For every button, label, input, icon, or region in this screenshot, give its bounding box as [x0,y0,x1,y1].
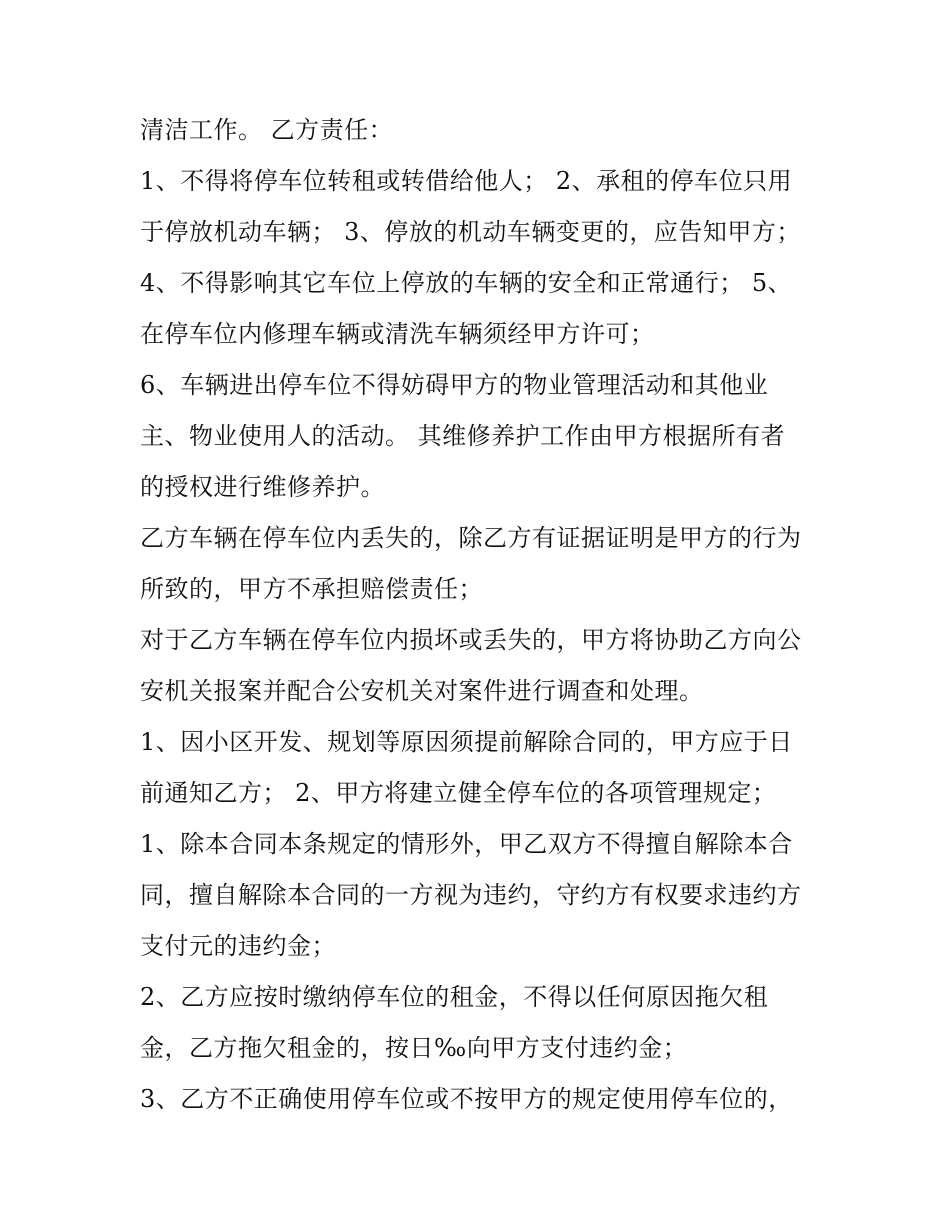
text-line: 2、乙方应按时缴纳停车位的租金，不得以任何原因拖欠租 [140,983,769,1011]
text-line: 前通知乙方； 2、甲方将建立健全停车位的各项管理规定； [140,779,777,807]
text-line: 同，擅自解除本合同的一方视为违约，守约方有权要求违约方 [140,881,802,909]
text-line: 支付元的违约金； [140,932,336,960]
text-line: 乙方车辆在停车位内丢失的，除乙方有证据证明是甲方的行为 [140,524,802,552]
text-line: 所致的，甲方不承担赔偿责任； [140,575,483,603]
text-line: 安机关报案并配合公安机关对案件进行调查和处理。 [140,677,704,705]
text-line: 1、因小区开发、规划等原因须提前解除合同的，甲方应于日 [140,728,793,756]
text-line: 的授权进行维修养护。 [140,473,385,501]
text-line: 清洁工作。 乙方责任： [140,116,394,144]
text-line: 3、乙方不正确使用停车位或不按甲方的规定使用停车位的， [140,1085,793,1113]
document-body [140,105,830,1125]
text-line: 1、不得将停车位转租或转借给他人； 2、承租的停车位只用 [140,167,793,195]
text-line: 4、不得影响其它车位上停放的车辆的安全和正常通行； 5、 [140,269,793,297]
text-line: 在停车位内修理车辆或清洗车辆须经甲方许可； [140,320,655,348]
text-line: 1、除本合同本条规定的情形外，甲乙双方不得擅自解除本合 [140,830,793,858]
text-line: 金，乙方拖欠租金的，按日‰向甲方支付违约金； [140,1034,688,1062]
text-line: 主、物业使用人的活动。 其维修养护工作由甲方根据所有者 [140,422,786,450]
text-line: 对于乙方车辆在停车位内损坏或丢失的，甲方将协助乙方向公 [140,626,802,654]
text-line: 于停放机动车辆； 3、停放的机动车辆变更的，应告知甲方； [140,218,801,246]
text-line: 6、车辆进出停车位不得妨碍甲方的物业管理活动和其他业 [140,371,769,399]
